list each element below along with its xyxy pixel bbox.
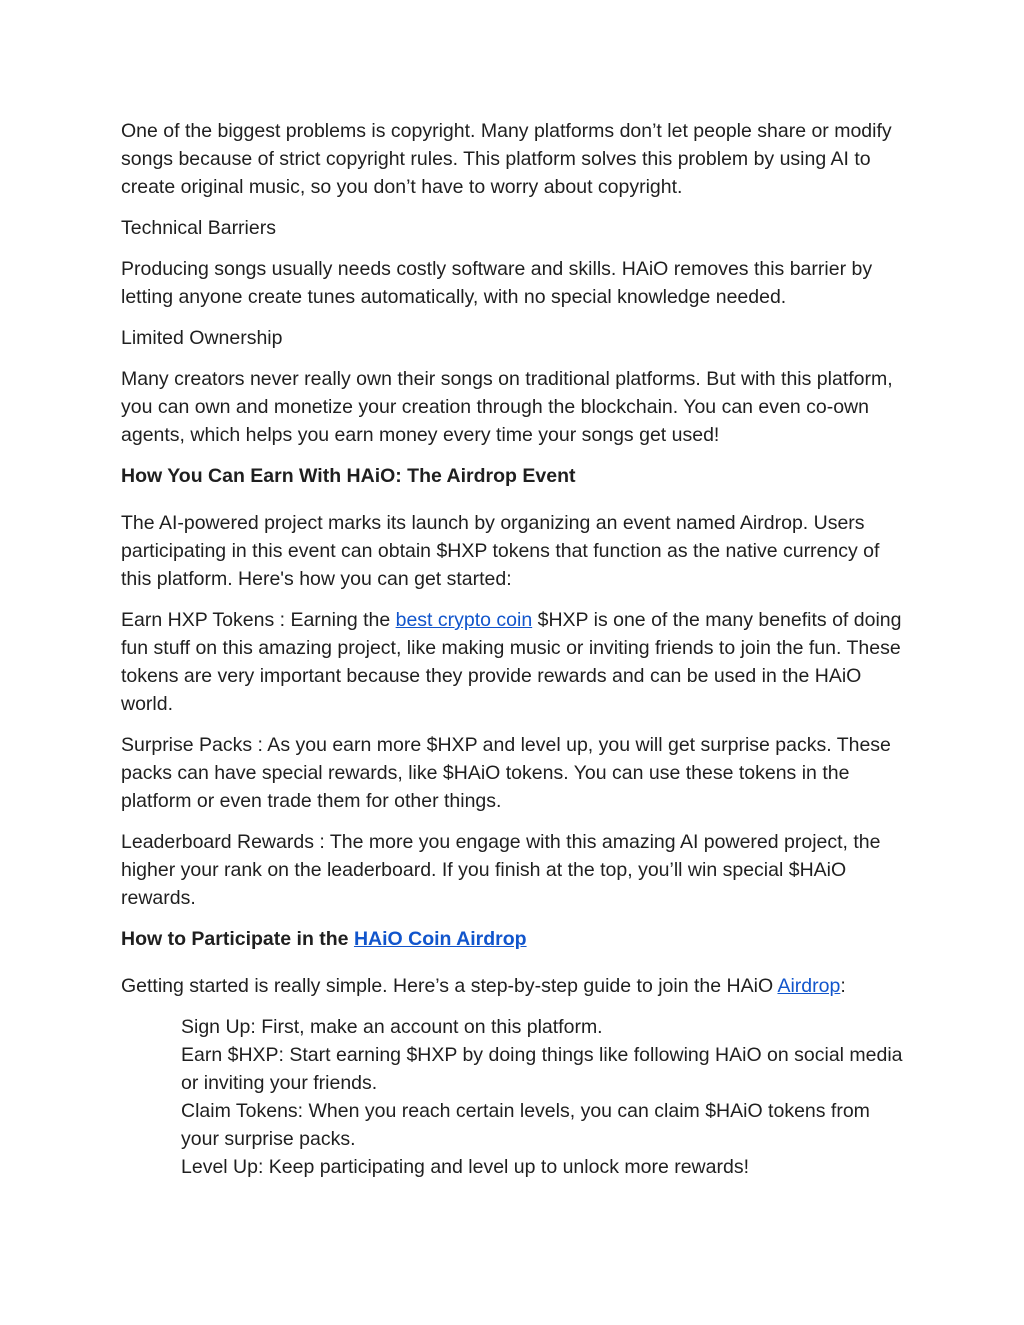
paragraph-copyright: One of the biggest problems is copyright. Many platforms don’t let people share or modify songs because of strict copyright rules. This platform solves this problem by using AI to create original music, so you don’t have to worry about copyright. <box>121 120 892 198</box>
step-level-up: Level Up: Keep participating and level up to unlock more rewards! <box>181 1156 749 1178</box>
haio-coin-airdrop-link[interactable]: HAiO Coin Airdrop <box>353 928 527 950</box>
heading-participate-prefix: How to Participate in the <box>121 928 354 950</box>
participate-intro-prefix: Getting started is really simple. Here’s a step-by-step guide to join the HAiO <box>121 975 778 997</box>
participate-intro-suffix: : <box>840 975 846 997</box>
paragraph-airdrop-intro: The AI-powered project marks its launch by organizing an event named Airdrop. Users participating in this event can obtain $HXP tokens that function as the native currency of this platform. Here's how you can get started: <box>121 512 880 590</box>
best-crypto-coin-link[interactable]: best crypto coin <box>395 609 533 631</box>
step-sign-up: Sign Up: First, make an account on this platform. <box>181 1016 603 1038</box>
step-earn-hxp: Earn $HXP: Start earning $HXP by doing things like following HAiO on social media or inviting your friends. <box>181 1044 903 1094</box>
step-claim-tokens: Claim Tokens: When you reach certain levels, you can claim $HAiO tokens from your surprise packs. <box>181 1100 870 1150</box>
paragraph-technical-barriers: Producing songs usually needs costly software and skills. HAiO removes this barrier by letting anyone create tunes automatically, with no special knowledge needed. <box>121 258 873 308</box>
paragraph-leaderboard: Leaderboard Rewards : The more you engage with this amazing AI powered project, the higher your rank on the leaderboard. If you finish at the top, you’ll win special $HAiO rewards. <box>121 831 881 909</box>
airdrop-link[interactable]: Airdrop <box>777 975 841 997</box>
earn-hxp-prefix: Earn HXP Tokens : Earning the <box>121 609 396 631</box>
paragraph-surprise-packs: Surprise Packs : As you earn more $HXP and level up, you will get surprise packs. These packs can have special rewards, like $HAiO tokens. You can use these tokens in the platform or even trade them for other things. <box>121 734 891 812</box>
subheading-limited-ownership: Limited Ownership <box>121 327 283 349</box>
earn-hxp-suffix: $HXP is one of the many benefits of doing fun stuff on this amazing project, like making music or inviting friends to join the fun. These tokens are very important because they provide rewards and can be used in the HAiO world. <box>121 609 902 715</box>
paragraph-participate-intro <box>121 972 911 1000</box>
paragraph-limited-ownership: Many creators never really own their songs on traditional platforms. But with this platform, you can own and monetize your creation through the blockchain. You can even co-own agents, which helps you earn money every time your songs get used! <box>121 368 893 446</box>
heading-airdrop-event: How You Can Earn With HAiO: The Airdrop Event <box>121 465 576 487</box>
heading-participate <box>121 925 911 953</box>
paragraph-earn-hxp <box>121 606 911 718</box>
document-page <box>121 117 911 1181</box>
steps-list <box>121 1013 911 1181</box>
subheading-technical-barriers: Technical Barriers <box>121 217 276 239</box>
